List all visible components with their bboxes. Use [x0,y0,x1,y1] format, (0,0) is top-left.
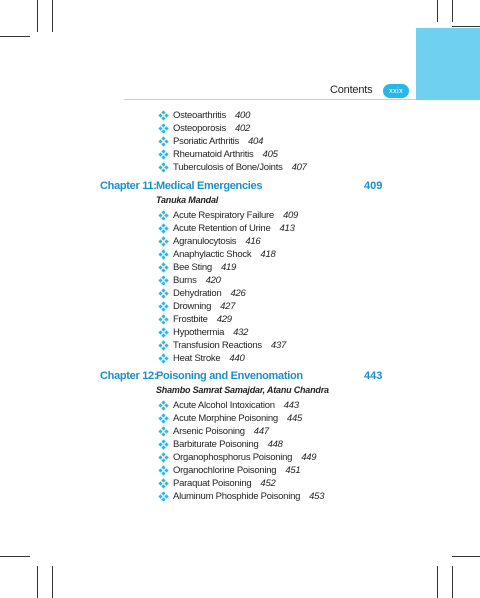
diamond-cluster-icon [159,328,168,337]
diamond-cluster-icon [159,492,168,501]
toc-entry-page: 447 [253,425,269,437]
chapter-page-number: 409 [364,180,383,192]
toc-entry-title: Frostbite [173,313,208,325]
toc-entry-title: Dehydration [173,287,222,299]
toc-entry-title: Acute Retention of Urine [173,222,271,234]
toc-entry[interactable] [159,235,260,247]
crop-mark [37,566,38,598]
diamond-cluster-icon [159,263,168,272]
diamond-cluster-icon [159,401,168,410]
toc-entry-page: 419 [220,261,237,273]
diamond-cluster-icon [159,250,168,259]
toc-entry-page: 452 [260,477,276,489]
diamond-cluster-icon [159,137,168,146]
chapter-authors: Tanuka Mandal [156,195,219,205]
crop-mark [437,0,438,22]
diamond-cluster-icon [159,427,168,436]
diamond-cluster-icon [159,341,168,350]
chapter-title: Poisoning and Envenomation [156,370,303,382]
toc-entry-title: Agranulocytosis [173,235,237,247]
chapter-label: Chapter 12: [100,370,158,382]
toc-entry-title: Acute Alcohol Intoxication [173,399,275,411]
toc-entry-title: Arsenic Poisoning [173,425,245,437]
toc-entry-page: 440 [229,352,245,364]
toc-entry-title: Barbiturate Poisoning [173,438,259,450]
toc-entry-page: 404 [248,135,264,147]
toc-entry-page: 407 [291,161,307,173]
crop-mark [452,26,480,27]
toc-entry-title: Acute Morphine Poisoning [173,412,278,424]
toc-entry-title: Tuberculosis of Bone/Joints [173,161,283,173]
toc-entry-title: Transfusion Reactions [173,339,262,351]
page-tab-strip [416,28,480,100]
diamond-cluster-icon [159,440,168,449]
toc-entry-title: Organophosphorus Poisoning [173,451,293,463]
diamond-cluster-icon [159,150,168,159]
diamond-cluster-icon [159,302,168,311]
diamond-cluster-icon [159,289,168,298]
diamond-cluster-icon [159,479,168,488]
toc-entry[interactable] [159,451,316,463]
toc-entry-title: Burns [173,274,197,286]
toc-entry[interactable] [159,209,298,221]
toc-entry[interactable] [159,135,263,147]
diamond-cluster-icon [159,224,168,233]
toc-entry[interactable] [159,222,295,234]
page-number-badge: xxix [383,84,409,98]
toc-entry[interactable] [159,339,286,351]
toc-entry[interactable] [159,425,269,437]
diamond-cluster-icon [159,453,168,462]
toc-entry-page: 445 [286,412,303,424]
toc-entry[interactable] [159,490,324,502]
toc-entry-page: 432 [233,326,249,338]
toc-entry-title: Organochlorine Poisoning [173,464,277,476]
toc-entry[interactable] [159,248,276,260]
crop-mark [0,36,30,37]
toc-entry-title: Hypothermia [173,326,225,338]
chapter-page-number: 443 [364,370,383,382]
chapter-label: Chapter 11: [100,180,157,192]
toc-entry-page: 409 [282,209,299,221]
running-head: Contents [330,84,373,96]
toc-entry-page: 453 [309,490,325,502]
toc-entry[interactable] [159,300,235,312]
crop-mark [0,556,30,557]
crop-mark [452,556,480,557]
diamond-cluster-icon [159,315,168,324]
diamond-cluster-icon [159,237,168,246]
toc-entry[interactable] [159,287,246,299]
toc-entry-page: 402 [234,122,251,134]
crop-mark [52,0,53,32]
diamond-cluster-icon [159,414,168,423]
chapter-heading[interactable] [100,370,303,384]
toc-entry-title: Aluminum Phosphide Poisoning [173,490,301,502]
chapter-heading[interactable] [100,180,263,194]
toc-entry-page: 426 [230,287,246,299]
toc-entry-title: Bee Sting [173,261,212,273]
crop-mark [452,0,453,22]
chapter-authors: Shambo Samrat Samajdar, Atanu Chandra [156,385,329,395]
toc-entry-page: 437 [270,339,287,351]
toc-entry-page: 449 [301,451,317,463]
crop-mark [437,566,438,598]
toc-entry-title: Anaphylactic Shock [173,248,252,260]
toc-entry-page: 427 [220,300,236,312]
toc-entry[interactable] [159,352,245,364]
diamond-cluster-icon [159,124,168,133]
toc-entry-page: 418 [260,248,276,260]
toc-entry[interactable] [159,122,250,134]
crop-mark [37,0,38,32]
diamond-cluster-icon [159,111,168,120]
toc-entry-page: 400 [235,109,251,121]
toc-entry[interactable] [159,438,283,450]
toc-entry-title: Heat Stroke [173,352,221,364]
diamond-cluster-icon [159,211,168,220]
toc-entry[interactable] [159,109,250,121]
chapter-title: Medical Emergencies [156,180,263,192]
toc-entry-title: Rheumatoid Arthritis [173,148,254,160]
toc-entry-page: 429 [216,313,232,325]
toc-entry[interactable] [159,412,302,424]
toc-entry-page: 416 [245,235,261,247]
diamond-cluster-icon [159,163,168,172]
toc-entry-page: 405 [262,148,278,160]
toc-entry[interactable] [159,274,221,286]
toc-entry[interactable] [159,261,236,273]
toc-entry-title: Drowning [173,300,212,312]
toc-entry-page: 443 [283,399,299,411]
toc-entry-title: Osteoarthritis [173,109,226,121]
crop-mark [452,566,453,598]
toc-entry[interactable] [159,399,299,411]
toc-entry-page: 420 [205,274,221,286]
toc-entry-title: Acute Respiratory Failure [173,209,274,221]
toc-entry-title: Osteoporosis [173,122,226,134]
toc-entry-title: Paraquat Poisoning [173,477,252,489]
header-rule [124,99,416,100]
diamond-cluster-icon [159,466,168,475]
crop-mark [52,566,53,598]
toc-entry-page: 448 [267,438,283,450]
toc-entry[interactable] [159,477,276,489]
toc-entry[interactable] [159,464,300,476]
toc-entry[interactable] [159,148,278,160]
diamond-cluster-icon [159,276,168,285]
toc-entry-page: 413 [279,222,295,234]
toc-entry[interactable] [159,326,248,338]
diamond-cluster-icon [159,354,168,363]
toc-entry[interactable] [159,313,232,325]
toc-entry-title: Psoriatic Arthritis [173,135,239,147]
toc-entry-page: 451 [285,464,301,476]
toc-entry[interactable] [159,161,307,173]
